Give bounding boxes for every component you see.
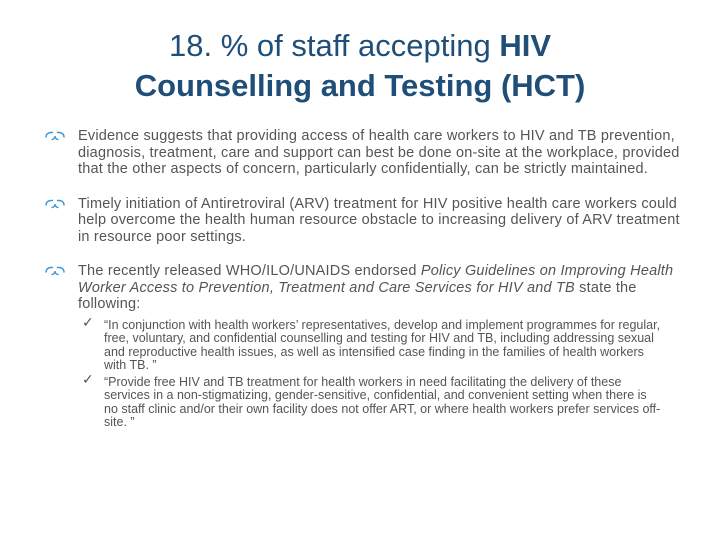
sub-bullet-text: “In conjunction with health workers’ representatives, develop and implement programmes for regular, free, voluntary, and confidential counselling and testing for HIV and TB, including addressing sexual and reproductive health issues, as well as intensified case finding in the families of health workers with TB. ” [104,317,661,372]
title-line-1 [40,26,680,66]
bullet-text-before: The recently released WHO/ILO/UNAIDS endorsed [78,263,421,279]
sub-bullet-text: “Provide free HIV and TB treatment for health workers in need facilitating the delivery of these services in a non-stigmatizing, gender-sensitive, confidential, and convenient setting when there is no staff clinic and/or their own facility does not offer ART, or where health workers prefer services off-site. ” [104,374,661,429]
bullet-text-italic: Policy Guidelines on Improving Health Worker Access to Prevention, Treatment and Care Services for HIV and TB [78,263,674,296]
bullet-list [60,128,680,433]
checkmark-icon: ✓ [82,314,94,331]
bullet-icon [44,264,66,278]
checkmark-icon: ✓ [82,371,94,388]
bullet-text-after: state the following: [78,279,637,312]
bullet-text: Timely initiation of Antiretroviral (ARV) treatment for HIV positive health care workers could help overcome the health human resource obstacle to increasing delivery of ARV treatment in resource poor settings. [78,195,680,245]
bullet-item [60,263,680,313]
bullet-item [60,128,680,178]
title-line-1-prefix: 18. % of staff accepting [169,28,500,63]
title-line-2: Counselling and Testing (HCT) [134,68,586,103]
title-line-1-strong: HIV [499,28,551,63]
sub-bullet-item [82,371,664,430]
bullet-item [60,196,680,246]
bullet-text: Evidence suggests that providing access of health care workers to HIV and TB prevention, diagnosis, treatment, care and support can best be done on-site at the workplace, provided that the other aspects of concern, particularly confidentially, can be strictly maintained. [78,128,680,177]
bullet-icon [44,129,66,143]
sub-bullet-list [82,314,664,430]
bullet-icon [44,197,66,211]
sub-bullet-item [82,314,664,373]
slide-title [40,26,680,106]
